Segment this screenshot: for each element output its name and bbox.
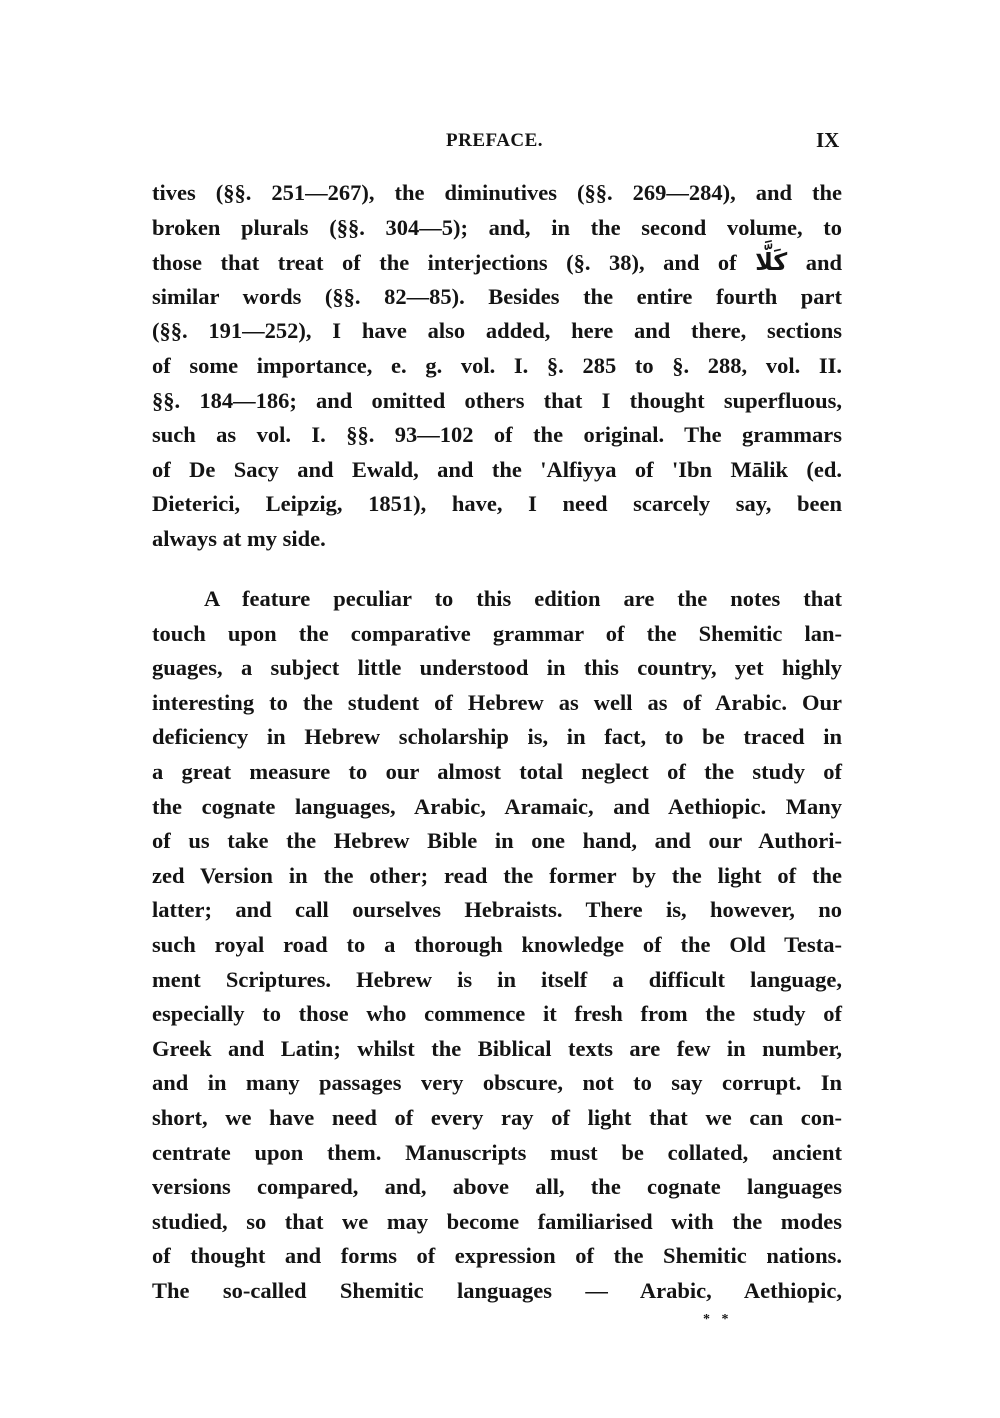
text-line: such royal road to a thorough knowledge of the Old Testa- xyxy=(152,931,842,957)
text-line: of some importance, e. g. vol. I. §. 285 to §. 288, vol. II. xyxy=(152,352,842,378)
text-line: of us take the Hebrew Bible in one hand, and our Authori- xyxy=(152,828,842,854)
text-line: and in many passages very obscure, not to say corrupt. In xyxy=(152,1070,842,1096)
text-line: Dieterici, Leipzig, 1851), have, I need scarcely say, been xyxy=(152,491,842,517)
text-line: zed Version in the other; read the former by the light of the xyxy=(152,862,842,888)
text-line: (§§. 191—252), I have also added, here and there, sections xyxy=(152,318,842,344)
text-segment: those that treat of the interjections (§. 38), and of xyxy=(152,250,756,276)
text-line: such as vol. I. §§. 93—102 of the original. The grammars xyxy=(152,422,842,448)
text-line: The so-called Shemitic languages — Arabic, Aethiopic, xyxy=(152,1277,842,1303)
text-line: latter; and call ourselves Hebraists. There is, however, no xyxy=(152,897,842,923)
arabic-word: كَلَّا xyxy=(755,248,788,277)
text-line: guages, a subject little understood in this country, yet highly xyxy=(152,655,842,681)
text-line: a great measure to our almost total neglect of the study of xyxy=(152,758,842,784)
text-line: centrate upon them. Manuscripts must be collated, ancient xyxy=(152,1139,842,1165)
text-segment: and xyxy=(787,250,843,276)
paragraph-2 xyxy=(152,582,842,1308)
running-title: PREFACE. xyxy=(446,130,544,151)
text-line: tives (§§. 251—267), the diminutives (§§. 269—284), and the xyxy=(152,180,842,205)
paragraph-1 xyxy=(152,176,842,557)
signature-mark: * * xyxy=(703,1312,733,1327)
text-line: studied, so that we may become familiarised with the modes xyxy=(152,1208,842,1234)
text-line: Greek and Latin; whilst the Biblical texts are few in number, xyxy=(152,1035,842,1061)
text-line: versions compared, and, above all, the cognate languages xyxy=(152,1174,842,1200)
text-line: A feature peculiar to this edition are the notes that xyxy=(204,586,842,611)
text-line: short, we have need of every ray of light that we can con- xyxy=(152,1104,842,1130)
text-line: always at my side. xyxy=(152,525,326,551)
text-line xyxy=(152,245,842,280)
text-line: §§. 184—186; and omitted others that I thought superfluous, xyxy=(152,387,842,413)
text-line: interesting to the student of Hebrew as well as of Arabic. Our xyxy=(152,689,842,715)
text-line: of De Sacy and Ewald, and the 'Alfiyya of 'Ibn Mālik (ed. xyxy=(152,456,842,482)
text-line: touch upon the comparative grammar of the Shemitic lan- xyxy=(152,620,842,646)
text-line: the cognate languages, Arabic, Aramaic, and Aethiopic. Many xyxy=(152,793,842,819)
text-line: especially to those who commence it fresh from the study of xyxy=(152,1001,842,1027)
page-number: IX xyxy=(816,128,840,152)
text-line: broken plurals (§§. 304—5); and, in the second volume, to xyxy=(152,214,842,240)
text-line: deficiency in Hebrew scholarship is, in fact, to be traced in xyxy=(152,724,842,750)
text-line: of thought and forms of expression of the Shemitic nations. xyxy=(152,1243,842,1269)
text-line: similar words (§§. 82—85). Besides the entire fourth part xyxy=(152,283,842,309)
text-line: ment Scriptures. Hebrew is in itself a difficult language, xyxy=(152,966,842,992)
